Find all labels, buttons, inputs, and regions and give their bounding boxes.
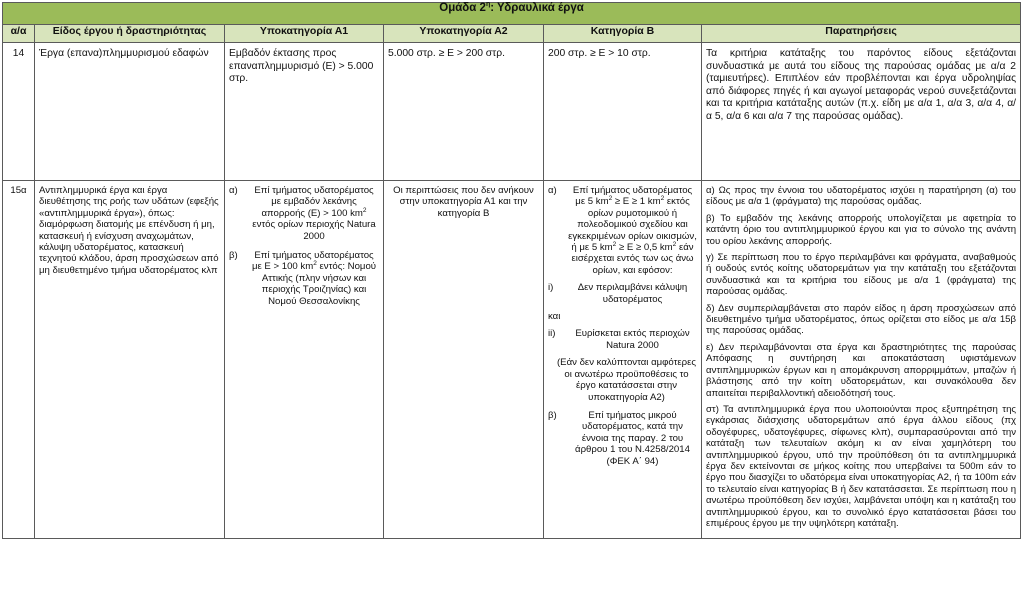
row15-b-item-a-sup-2: 2 xyxy=(660,195,665,203)
row15-b-item-b-marker: β) xyxy=(548,409,557,421)
row15-b-item-a-text-2: ≥ Ε ≥ 1 km xyxy=(612,196,661,208)
row15-a1-item-sup: 2 xyxy=(362,206,367,214)
row15-b-item-a-sup-1: 2 xyxy=(608,195,613,203)
group-title-sup: η xyxy=(485,1,491,9)
row15-a1-item xyxy=(229,250,379,307)
header-b: Κατηγορία Β xyxy=(544,25,702,43)
row14-notes: Τα κριτήρια κατάταξης του παρόντος είδους εξετάζονται συνδυαστικά με αυτά του είδους της παρούσας ομάδας με α/α 2 (ταμιευτήρες). Επιπλέον εάν προβλέπονται και έργα υδροληψίας από διάφορες πηγές ή και αγωγοί μεταφοράς νερού συνεξετάζονται και τα κριτήρια κατάταξης αυτών (π.χ. είδη με α/α 1, α/α 3, α/α 4, α/α 5, α/α 6 και α/α 7 της παρούσας ομάδας). xyxy=(702,43,1021,181)
row15-b-parenthetical: (Εάν δεν καλύπτονται αμφότερες οι ανωτέρω προϋποθέσεις το έργο κατατάσσεται στην υποκατηγορία Α2) xyxy=(556,357,697,403)
row15-a1-item-text: Επί τμήματος υδατορέματος με Ε > 100 km xyxy=(251,250,374,273)
header-serial: α/α xyxy=(3,25,35,43)
row15-a1-item-sup: 2 xyxy=(313,260,317,268)
row15-b-item-a-text-1: Επί τμήματος υδατορέματος με 5 km xyxy=(572,185,693,208)
row15-b-item-i-text: Δεν περιλαμβάνει κάλυψη υδατορέματος xyxy=(577,282,688,305)
header-row xyxy=(3,25,1021,43)
row14-serial: 14 xyxy=(3,43,35,181)
table-row-14 xyxy=(3,43,1021,181)
row15-b-list-3 xyxy=(548,410,697,467)
header-type: Είδος έργου ή δραστηριότητας xyxy=(35,25,225,43)
row15-a2: Οι περιπτώσεις που δεν ανήκουν στην υποκατηγορία Α1 και την κατηγορία Β xyxy=(384,181,544,539)
row15-a1-item-marker: α) xyxy=(229,185,238,196)
row15-notes xyxy=(702,181,1021,539)
header-notes: Παρατηρήσεις xyxy=(702,25,1021,43)
row15-b-kai: και xyxy=(548,311,561,323)
row15-note: ε) Δεν περιλαμβάνονται στα έργα και δραστηριότητες της παρούσας Απόφασης η συντήρηση και αποκατάσταση υφιστάμενων αντιπλημμυρικών έργων και η απομάκρυνση απορριμμάτων, μπαζών ή βλάστησης από την κοίτη υδατορεμάτων, και συνακόλουθα δεν απαιτείται περιβαλλοντική αδειοδότησή τους. xyxy=(706,341,1017,399)
group-title-prefix: Ομάδα 2 xyxy=(439,2,486,14)
row15-b-item-a-text-4: ≥ Ε ≥ 0,5 km xyxy=(616,242,673,254)
row15-b-item-a xyxy=(548,185,697,276)
row15-note: α) Ως προς την έννοια του υδατορέματος ισχύει η παρατήρηση (α) του είδους με α/α 1 (φράγματα) της παρούσας ομάδας. xyxy=(706,185,1017,208)
header-a1: Υποκατηγορία Α1 xyxy=(225,25,384,43)
row15-b-item-i xyxy=(548,282,697,305)
row15-b-item-b xyxy=(548,410,697,467)
header-a2: Υποκατηγορία Α2 xyxy=(384,25,544,43)
row15-b-item-b-text: Επί τμήματος μικρού υδατορέματος, κατά την έννοια της παραγ. 2 του άρθρου 1 του Ν.4258/2014 (ΦΕΚ Α΄ 94) xyxy=(575,409,690,467)
row15-b-item-ii xyxy=(548,328,697,351)
row15-b-item-a-sup-4: 2 xyxy=(672,240,677,248)
row15-b-list xyxy=(548,185,697,305)
row15-note: στ) Τα αντιπλημμυρικά έργα που υλοποιούνται προς εξυπηρέτηση της εγκάρσιας διάσχισης υδατορεμάτων από έργα άλλου είδους (πχ οδογέφυρες, υδατογέφυρες, σίφωνες κλπ), συμπαρασύρονται από την κατάταξη των τελευταίων ακόμη κι αν είναι χαμηλότερη του αντιπλημμυρικού έργου, υπό την προϋπόθεση ότι τα αντιπλημμυρικά έργα δεν εκτείνονται σε μήκος κοίτης που υπερβαίνει τα 500m εάν το έργο που διασχίζει το υδατόρεμα είναι υποκατηγορίας Α2, ή τα 100m εάν το τελευταίο είναι κατηγορίας Β ή δεν κατατάσσεται. Σε περίπτωση που η ανωτέρω προϋπόθεση δεν ισχύει, λαμβάνεται υπόψη και η κατάταξη του αντιπλημμυρικού έργου, και το συνολικό έργο κατατάσσεται βάσει του επιμέρους έργου με την υψηλότερη κατάταξη. xyxy=(706,403,1017,529)
row15-b-item-a-sup-3: 2 xyxy=(612,240,617,248)
row14-type: Έργα (επανα)πλημμυρισμού εδαφών xyxy=(35,43,225,181)
row15-b-item-a-text-5: εάν εισέρχεται εντός των ως άνω ορίων, και εφόσον: xyxy=(571,242,694,276)
row15-a1-item-text: Επί τμήματος υδατορέματος με εμβαδόν λεκάνης απορροής (Ε) > 100 km xyxy=(254,185,374,219)
row15-b-item-ii-marker: ii) xyxy=(548,328,556,340)
row15-b-item-a-text-3: εκτός ορίων ρυμοτομικού ή πολεοδομικού σχεδίου και εγκεκριμένων ορίων οικισμών, ή με 5 km xyxy=(568,196,697,254)
row15-a1-item-marker: β) xyxy=(229,250,238,262)
row15-serial: 15α xyxy=(3,181,35,539)
row15-a1-item-text-post: εντός: Νομού Αττικής (πλην νήσων και περιοχής Τροιζηνίας) και Νομού Θεσσαλονίκης xyxy=(261,261,377,307)
row15-b-item-i-marker: i) xyxy=(548,282,554,294)
row14-a1: Εμβαδόν έκτασης προς επαναπλημμυρισμό (Ε) > 5.000 στρ. xyxy=(225,43,384,181)
row14-a2: 5.000 στρ. ≥ Ε > 200 στρ. xyxy=(384,43,544,181)
row15-b-item-ii-text: Ευρίσκεται εκτός περιοχών Natura 2000 xyxy=(575,328,690,351)
row15-b xyxy=(544,181,702,539)
row15-a1 xyxy=(225,181,384,539)
row15-note: δ) Δεν συμπεριλαμβάνεται στο παρόν είδος η άρση προσχώσεων από διευθετημένο τμήμα υδατορέματος, όπως ορίζεται στο είδος με α/α 15β της παρούσας ομάδας. xyxy=(706,302,1017,337)
table-row-15a xyxy=(3,181,1021,539)
group-title-row xyxy=(3,3,1021,25)
row15-a1-list xyxy=(229,185,379,307)
row15-note: γ) Σε περίπτωση που το έργο περιλαμβάνει και φράγματα, αναβαθμούς ή ουδούς εντός κοίτης υδατορεμάτων για την κατάταξη του εξετάζονται συνδυαστικά και τα κριτήρια του είδους με α/α 1 (φράγματα) της παρούσας ομάδας. xyxy=(706,252,1017,298)
classification-table xyxy=(2,2,1021,539)
row14-b: 200 στρ. ≥ Ε > 10 στρ. xyxy=(544,43,702,181)
group-title xyxy=(3,3,1021,25)
row15-a1-item-text-post: εντός ορίων περιοχής Natura 2000 xyxy=(252,219,376,242)
group-title-suffix: : Υδραυλικά έργα xyxy=(490,2,584,14)
row15-b-item-a-marker: α) xyxy=(548,185,557,196)
row15-type: Αντιπλημμυρικά έργα και έργα διευθέτησης της ροής των υδάτων (εφεξής «αντιπλημμυρικά έργα»), όπως: διαμόρφωση διατομής με επένδυση ή μη, κατασκευή ή ενίσχυση αναχωμάτων, κάλυψη υδατορέματος, κατασκευή τεχνητού κλάδου, άρση προσχώσεων από μη διευθετημένο τμήμα υδατορέματος κλπ xyxy=(35,181,225,539)
row15-note: β) Το εμβαδόν της λεκάνης απορροής υπολογίζεται με αφετηρία το κατάντη όριο του αντιπλημμυρικού έργου και για το σύνολο της ανάντη του ορίου λεκάνης απορροής. xyxy=(706,212,1017,247)
row15-b-list-2 xyxy=(548,328,697,351)
row15-a1-item xyxy=(229,185,379,242)
